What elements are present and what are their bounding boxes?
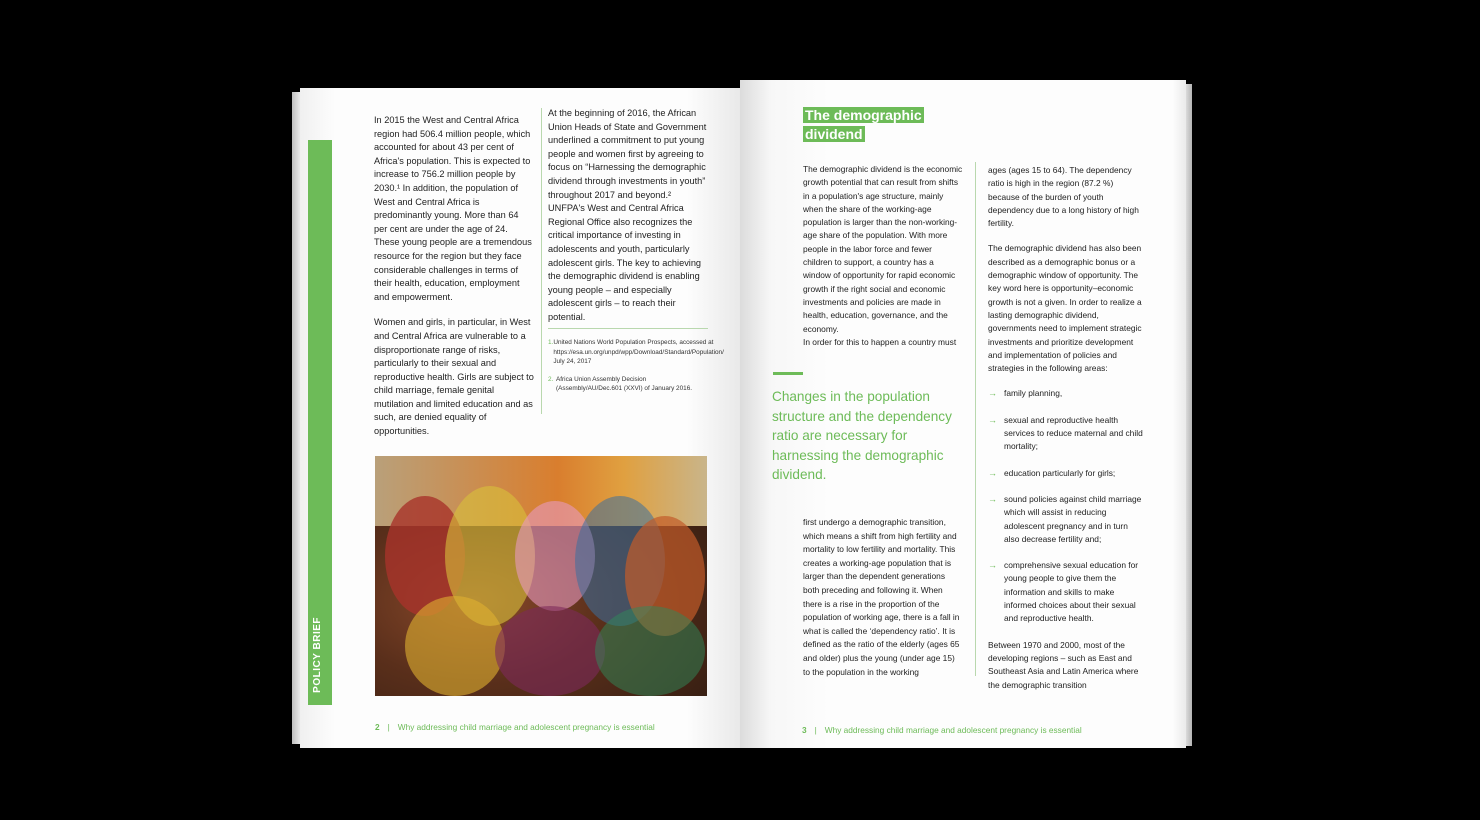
quote-rule [773, 372, 803, 375]
paragraph: The demographic dividend has also been described as a demographic bonus or a demographic window of opportunity. The key word here is opportunity–economic growth is not a given. In order to realize a lasting demographic dividend, governments need to implement strategic investments and prioritize development and implementation of policies and strategies in the following areas: [988, 243, 1142, 374]
footer-title: Why addressing child marriage and adolescent pregnancy is essential [397, 722, 655, 732]
arrow-right-icon: → [988, 493, 997, 504]
right-column-1 [803, 163, 963, 349]
arrow-right-icon: → [988, 388, 997, 399]
list-item-text: education particularly for girls; [1004, 467, 1116, 478]
photo-figure [495, 606, 605, 696]
page-footer [375, 722, 655, 732]
list-item-text: sound policies against child marriage which will assist in reducing adolescent pregnancy and in turn also decrease fertility and; [1004, 493, 1142, 544]
footer-title: Why addressing child marriage and adolescent pregnancy is essential [824, 725, 1082, 735]
list-item [988, 387, 1144, 400]
footnote-number: 1. [548, 339, 554, 346]
paragraph: Between 1970 and 2000, most of the developing regions – such as East and Southeast Asia and Latin America where the demographic transition [988, 639, 1139, 690]
footnote [548, 338, 724, 367]
bullet-list [988, 387, 1144, 625]
right-column-1-continued: first undergo a demographic transition, which means a shift from high fertility and mortality to low fertility and mortality. This creates a working-age population that is larger than the dependent generations both preceding and following it. When there is a rise in the proportion of the population of working age, there is a fall in what is called the ‘dependency ratio’. It is defined as the ratio of the elderly (ages 65 and older) plus the young (under age 15) to the population in the working [803, 517, 960, 677]
footnotes [548, 338, 724, 402]
list-item [988, 414, 1144, 454]
column-divider [541, 108, 542, 414]
left-column-1 [374, 114, 534, 451]
heading-text: The demographic dividend [805, 107, 922, 142]
paragraph: In order for this to happen a country must [803, 336, 957, 347]
sidebar-bar [308, 140, 332, 705]
list-item-text: comprehensive sexual education for young people to give them the information and skills to make informed choices about their sexual and reproductive health. [1004, 560, 1139, 624]
footer-separator: | [387, 722, 390, 732]
list-item-text: family planning, [1004, 388, 1063, 399]
page-number: 2 [375, 722, 380, 732]
photo-figure [405, 596, 505, 696]
right-page [740, 80, 1186, 748]
arrow-right-icon: → [988, 467, 997, 478]
footnote-text: United Nations World Population Prospects, accessed at https://esa.un.org/unpd/wpp/Download/Standard/Population/ July 24, 2017 [553, 339, 724, 366]
list-item [988, 493, 1144, 546]
paragraph: In 2015 the West and Central Africa region had 506.4 million people, which accounted for about 43 per cent of Africa's population. This is expected to increase to 756.2 million people by 2030.¹ In addition, the population of West and Central Africa is predominantly young. More than 64 per cent are under the age of 24. These young people are a tremendous resource for the region but they face considerable challenges in terms of their health, education, employment and empowerment. [374, 115, 532, 302]
paragraph: The demographic dividend is the economic growth potential that can result from shifts in a population's age structure, mainly when the share of the working-age population is larger than the non-working-age share of the population. With more people in the labor force and fewer children to support, a country has a window of opportunity for rapid economic growth if the right social and economic investments and policies are made in health, education, governance, and the economy. [803, 164, 963, 334]
column-divider [975, 162, 976, 676]
section-heading [803, 106, 953, 144]
arrow-right-icon: → [988, 560, 997, 571]
left-column-2 [548, 107, 708, 337]
page-number: 3 [802, 725, 807, 735]
footnote-text: Africa Union Assembly Decision (Assembly/AU/Dec.601 (XXVI) of January 2016. [556, 375, 693, 393]
page-footer [802, 725, 1082, 735]
right-column-2 [988, 164, 1144, 692]
footer-separator: | [814, 725, 817, 735]
list-item [988, 467, 1144, 480]
paragraph: Women and girls, in particular, in West and Central Africa are vulnerable to a disproportionate range of risks, particularly to their sexual and reproductive health. Girls are subject to child marriage, female genital mutilation and limited education and as such, are denied equality of opportunities. [374, 317, 534, 437]
arrow-right-icon: → [988, 414, 997, 425]
left-page [300, 88, 740, 748]
footnote [548, 375, 708, 394]
group-photo [375, 456, 707, 696]
sidebar-label: POLICY BRIEF [312, 617, 323, 693]
list-item [988, 559, 1144, 625]
photo-figure [595, 606, 705, 696]
paragraph: ages (ages 15 to 64). The dependency ratio is high in the region (87.2 %) because of the burden of youth dependency due to a long history of high fertility. [988, 165, 1139, 229]
footnote-divider [548, 328, 708, 329]
list-item-text: sexual and reproductive health services to reduce maternal and child mortality; [1004, 414, 1143, 452]
footnote-number: 2. [548, 375, 554, 383]
paragraph: At the beginning of 2016, the African Union Heads of State and Government underlined a commitment to put young people and women first by agreeing to focus on “Harnessing the demographic dividend through investments in youth” throughout 2017 and beyond.² UNFPA's West and Central Africa Regional Office also recognizes the critical importance of investing in adolescents and youth, particularly adolescent girls. The key to achieving the demographic dividend is enabling young people – and especially adolescent girls – to reach their potential. [548, 108, 707, 322]
pull-quote: Changes in the population structure and the dependency ratio are necessary for harnessing the demographic dividend. [772, 389, 952, 483]
